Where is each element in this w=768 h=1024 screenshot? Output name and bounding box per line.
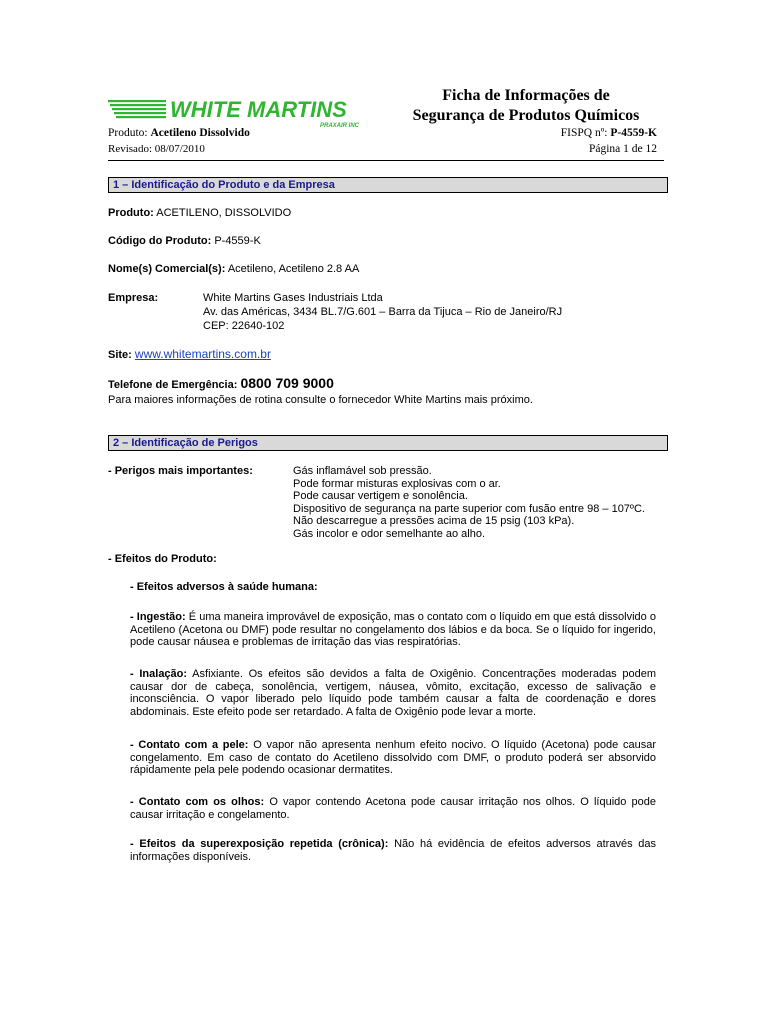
pele-label: - Contato com a pele:: [130, 739, 249, 751]
codigo-label: Código do Produto:: [108, 235, 212, 247]
empresa-cep: CEP: 22640-102: [203, 320, 285, 332]
empresa-name: White Martins Gases Industriais Ltda: [203, 292, 383, 304]
perigos-label: - Perigos mais importantes:: [108, 465, 253, 477]
olhos-label: - Contato com os olhos:: [130, 796, 265, 808]
perigo-item: Dispositivo de segurança na parte superior com fusão entre 98 – 107ºC.: [293, 502, 645, 515]
logo-subtext: PRAXAIR INC: [320, 123, 360, 129]
logo-text: WHITE MARTINS: [170, 97, 347, 122]
fispq-number: [561, 127, 657, 139]
inalacao-label: - Inalação:: [130, 668, 188, 680]
efeitos-label: - Efeitos do Produto:: [108, 553, 217, 565]
contact-note: Para maiores informações de rotina consulte o fornecedor White Martins mais próximo.: [108, 394, 533, 406]
olhos-text: O vapor contendo Acetona pode causar irritação nos olhos. O líquido pode causar irritação e congelamento.: [130, 796, 656, 821]
nomes-label: Nome(s) Comercial(s):: [108, 263, 226, 275]
pele-text: O vapor não apresenta nenhum efeito nocivo. O líquido (Acetona) pode causar congelamento. Em caso de contato do Acetileno dissolvido com DMF, o produto poderá ser absorvido rápidamente pela pele podendo ocasionar dermatites.: [130, 739, 657, 776]
empresa-address: Av. das Américas, 3434 BL.7/G.601 – Barra da Tijuca – Rio de Janeiro/RJ: [203, 306, 563, 318]
site-link[interactable]: www.whitemartins.com.br: [134, 347, 271, 361]
document-title-line1: Ficha de Informações de: [442, 87, 610, 104]
nomes-value: Acetileno, Acetileno 2.8 AA: [227, 263, 360, 275]
inalacao-paragraph: [130, 668, 656, 718]
olhos-paragraph: [130, 796, 656, 821]
telefone-row: [108, 377, 334, 392]
ingestao-paragraph: [130, 611, 656, 649]
site-row: [108, 348, 271, 362]
site-label: Site:: [108, 349, 132, 361]
revised-date: Revisado: 08/07/2010: [108, 143, 205, 155]
document-title-line2: Segurança de Produtos Químicos: [412, 107, 640, 124]
empresa-label: Empresa:: [108, 292, 159, 304]
cronica-text: Não há evidência de efeitos adversos através das informações disponíveis.: [130, 838, 657, 863]
pele-paragraph: [130, 739, 656, 777]
perigo-item: Gás incolor e odor semelhante ao alho.: [293, 527, 486, 540]
ingestao-text: É uma maneira improvável de exposição, mas o contato com o líquido em que está dissolvido o Acetileno (Acetona ou DMF) pode resultar no congelamento dos lábios e da boca. Se o líquido for ingerido, pode causar náusea e problemas de irritação das vias respiratórias.: [130, 611, 656, 648]
header-divider: [108, 160, 664, 161]
telefone-label: Telefone de Emergência:: [108, 379, 238, 391]
adversos-label: - Efeitos adversos à saúde humana:: [130, 581, 318, 593]
fispq-label: FISPQ nº:: [560, 127, 608, 139]
produto-row: [108, 207, 291, 220]
produto-label: Produto:: [108, 207, 154, 219]
white-martins-logo: [108, 95, 364, 129]
cronica-paragraph: [130, 838, 656, 863]
product-meta: [108, 127, 250, 139]
ingestao-label: - Ingestão:: [130, 611, 186, 623]
fispq-value: P-4559-K: [610, 127, 657, 139]
perigo-item: Pode causar vertigem e sonolência.: [293, 490, 468, 502]
codigo-value: P-4559-K: [214, 235, 261, 247]
inalacao-text: Asfixiante. Os efeitos são devidos a falta de Oxigênio. Concentrações moderadas podem causar dor de cabeça, sonolência, vertigem, náusea, vômito, excitação, excesso de salivação e inconsciência. O vapor liberado pelo líquido pode também causar a falta de coordenação e dores abdominais. Este efeito pode ser retardado. A falta de Oxigênio pode levar a morte.: [130, 668, 657, 718]
cronica-label: - Efeitos da superexposição repetida (crônica):: [130, 838, 389, 850]
codigo-row: [108, 235, 261, 248]
perigo-item: Não descarregue a pressões acima de 15 psig (103 kPa).: [293, 515, 575, 527]
telefone-value: 0800 709 9000: [240, 375, 334, 391]
nomes-comerciais-row: [108, 263, 359, 276]
perigo-item: Gás inflamável sob pressão.: [293, 465, 432, 477]
section-2-heading: 2 – Identificação de Perigos: [108, 435, 668, 451]
product-meta-label: Produto:: [108, 127, 148, 139]
produto-value: ACETILENO, DISSOLVIDO: [156, 207, 292, 219]
section-1-heading: 1 – Identificação do Produto e da Empresa: [108, 177, 668, 193]
product-meta-value: Acetileno Dissolvido: [150, 127, 250, 139]
perigo-item: Pode formar misturas explosivas com o ar.: [293, 477, 501, 490]
page-number: Página 1 de 12: [588, 143, 657, 155]
